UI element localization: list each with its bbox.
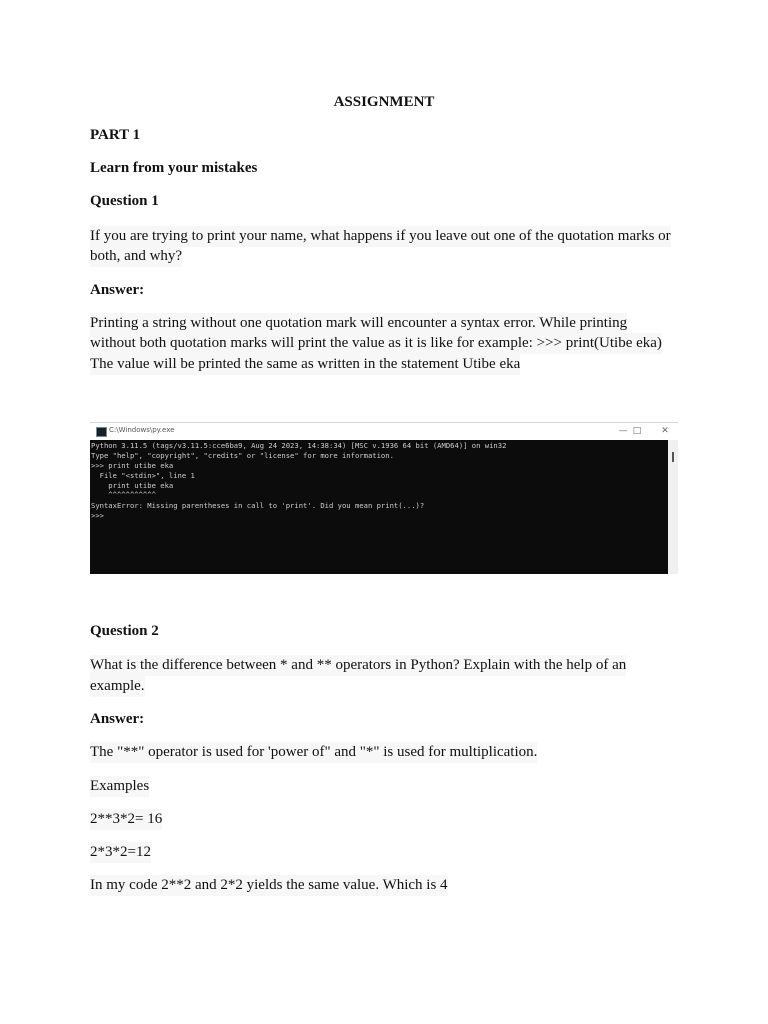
console-line: ^^^^^^^^^^^	[91, 490, 156, 499]
console-output	[90, 440, 668, 574]
console-line: Type "help", "copyright", "credits" or "license" for more information.	[91, 451, 394, 460]
answer-1-line-2: without both quotation marks will print the value as it is like for example: >>> print(Utibe eka)	[90, 333, 662, 354]
examples-label: Examples	[90, 776, 149, 797]
minimize-icon: —	[618, 426, 628, 436]
console-app-icon	[96, 427, 107, 437]
part-heading: PART 1	[90, 127, 141, 143]
question-1-text-line-2: both, and why?	[90, 246, 182, 267]
answer-1-line-3: The value will be printed the same as written in the statement Utibe eka	[90, 354, 520, 375]
console-line: File "<stdin>", line 1	[91, 471, 195, 480]
document-title: ASSIGNMENT	[333, 94, 435, 110]
console-titlebar	[90, 422, 678, 441]
answer-2-text: The "**" operator is used for 'power of" and "*" is used for multiplication.	[90, 742, 537, 763]
console-line: Python 3.11.5 (tags/v3.11.5:cce6ba9, Aug 24 2023, 14:38:34) [MSC v.1936 64 bit (AMD64)] on win32	[91, 441, 507, 450]
console-window-title: C:\Windows\py.exe	[109, 426, 175, 434]
question-2-text-line-1: What is the difference between * and ** operators in Python? Explain with the help of an	[90, 655, 626, 676]
maximize-icon: □	[632, 426, 642, 436]
question-2-text-line-2: example.	[90, 676, 145, 697]
console-screenshot	[90, 422, 678, 574]
question-1-heading: Question 1	[90, 193, 159, 209]
scrollbar-thumb	[672, 452, 674, 462]
conclusion-text: In my code 2**2 and 2*2 yields the same value. Which is 4	[90, 875, 448, 896]
console-line: >>> print utibe eka	[91, 461, 174, 470]
answer-1-line-1: Printing a string without one quotation mark will encounter a syntax error. While printing	[90, 313, 627, 334]
example-1: 2**3*2= 16	[90, 809, 162, 830]
example-2: 2*3*2=12	[90, 842, 151, 863]
answer-1-label: Answer:	[90, 282, 145, 298]
console-line: print utibe eka	[91, 481, 174, 490]
console-line: >>>	[91, 511, 104, 520]
question-1-text-line-1: If you are trying to print your name, what happens if you leave out one of the quotation marks or	[90, 226, 671, 247]
console-scrollbar	[668, 440, 678, 574]
section-subtitle: Learn from your mistakes	[90, 160, 258, 176]
close-icon: ✕	[661, 426, 669, 436]
console-line: SyntaxError: Missing parentheses in call to 'print'. Did you mean print(...)?	[91, 501, 425, 510]
question-2-heading: Question 2	[90, 623, 159, 639]
answer-2-label: Answer:	[90, 711, 145, 727]
